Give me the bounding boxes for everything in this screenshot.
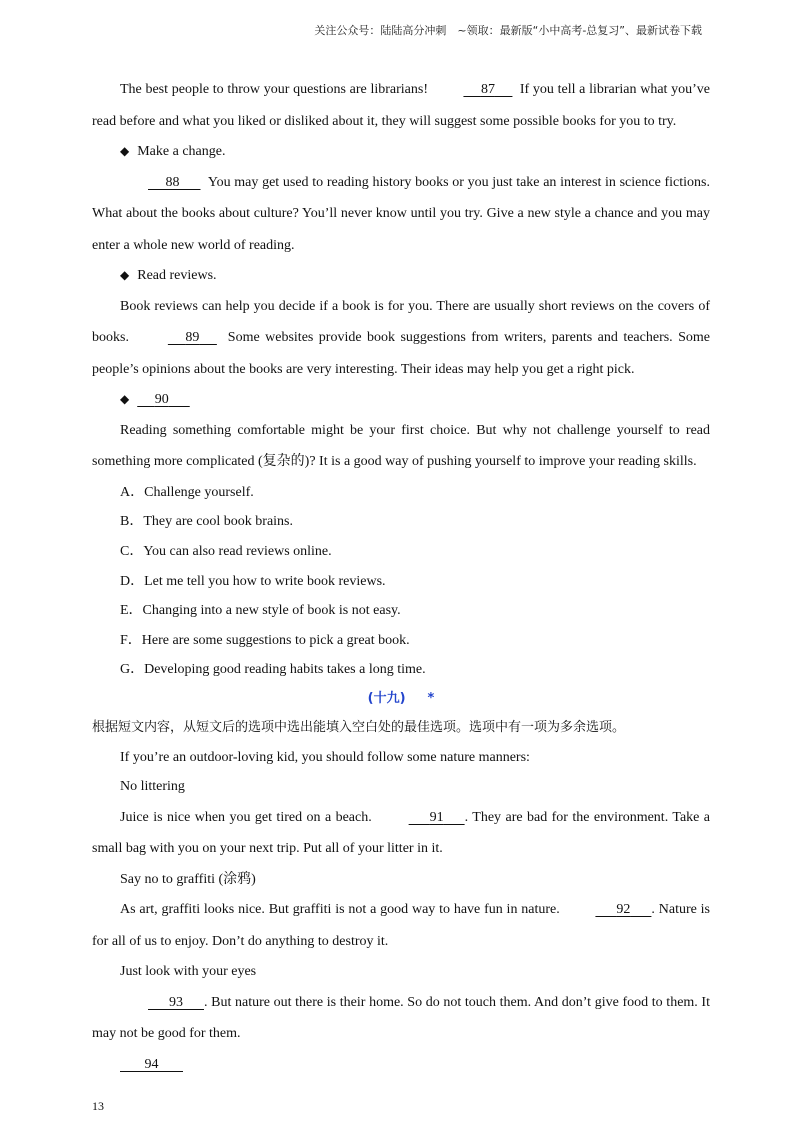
page-number: 13 <box>92 1099 104 1113</box>
diamond-bullet-icon: ◆ <box>120 392 130 407</box>
paragraph-eyes: 93 . But nature out there is their home. So do not touch them. And don’t give food to them. It may not be good for them. <box>92 987 710 1050</box>
options-list <box>92 478 710 685</box>
heading-graffiti: Say no to graffiti (涂鸦) <box>120 871 256 887</box>
heading-no-littering: No littering <box>120 779 185 795</box>
page-header: 关注公众号：陆陆高分冲刺 ~领取：最新版“小中高考-总复习”、最新试卷下载 <box>314 24 702 37</box>
blank-91: 91 <box>429 809 444 825</box>
diamond-bullet-icon: ◆ <box>120 268 130 283</box>
option-f: F．Here are some suggestions to pick a great book. <box>120 632 410 648</box>
blank-90: 90 <box>154 392 169 408</box>
option-a: A．Challenge yourself. <box>120 484 254 500</box>
text: The best people to throw your questions are librarians! <box>120 82 429 97</box>
bullet-blank-90 <box>92 385 710 415</box>
intro-line: If you’re an outdoor-loving kid, you should follow some nature manners: <box>120 749 530 765</box>
option-b: B．They are cool book brains. <box>120 514 294 530</box>
option-g: G．Developing good reading habits takes a long time. <box>120 662 426 678</box>
option-d: D．Let me tell you how to write book reviews. <box>120 573 386 589</box>
paragraph-change: 88 You may get used to reading history books or you just take an interest in science fictions. What about the books about culture? You’ll never know until you try. Give a new style a chance and you may enter a whole new world of reading. <box>92 167 710 262</box>
paragraph-librarians <box>92 74 710 137</box>
blank-94: 94 <box>144 1056 159 1072</box>
bullet-read-reviews: ◆ Read reviews. <box>120 268 217 284</box>
blank-92: 92 <box>616 902 631 918</box>
instruction: 根据短文内容，从短文后的选项中选出能填入空白处的最佳选项。选项中有一项为多余选项。 <box>92 719 626 735</box>
blank-87: 87 <box>480 82 495 97</box>
text: If you tell a librarian what you’ve read before and what you liked or disliked about it, they will suggest some possible books for you to try. <box>92 82 711 129</box>
diamond-bullet-icon: ◆ <box>120 144 130 158</box>
bullet-make-change: ◆ Make a change. <box>120 144 226 159</box>
section-title: (十九) * <box>367 690 435 706</box>
heading-look-eyes: Just look with your eyes <box>120 964 257 980</box>
blank-94-line <box>92 1050 710 1080</box>
blank-89: 89 <box>185 330 200 346</box>
blank-93: 93 <box>169 994 183 1010</box>
paragraph-juice: Juice is nice when you get tired on a beach. 91 . They are bad for the environment. Take a small bag with you on your next trip. Put all of your litter in it. <box>92 802 710 865</box>
paragraph-graffiti: As art, graffiti looks nice. But graffiti is not a good way to have fun in nature. 92 . Nature is for all of us to enjoy. Don’t do anything to destroy it. <box>92 894 710 957</box>
star-icon: * <box>427 690 435 706</box>
blank-88: 88 <box>165 174 180 190</box>
document-body <box>92 74 710 1080</box>
paragraph-challenge: Reading something comfortable might be your first choice. But why not challenge yourself to read something more complicated (复杂的)? It is a good way of pushing yourself to improve your reading skills. <box>92 422 710 470</box>
option-c: C．You can also read reviews online. <box>120 543 332 559</box>
paragraph-reviews: Book reviews can help you decide if a book is for you. There are usually short reviews on the covers of books. 89 Some websites provide book suggestions from writers, parents and teachers. Some people’s opinions about the books are very interesting. Their ideas may help you get a right pick. <box>92 298 711 377</box>
option-e: E．Changing into a new style of book is not easy. <box>120 603 401 619</box>
